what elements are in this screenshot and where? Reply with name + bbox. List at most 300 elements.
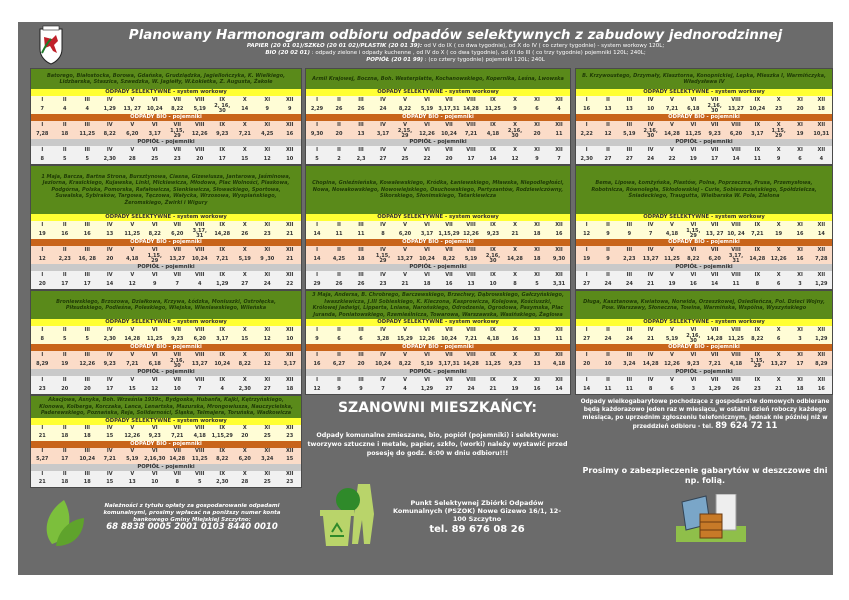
month-label: IX — [490, 377, 496, 383]
month-label: VI — [690, 352, 697, 358]
pickup-dates: 10,24 — [419, 255, 435, 262]
month-label: XI — [264, 97, 271, 103]
pickup-dates: 21 — [286, 230, 294, 237]
month-label: III — [84, 327, 91, 333]
pickup-dates: 13 — [533, 360, 541, 367]
month-row — [31, 376, 301, 384]
month-label: VII — [445, 272, 453, 278]
month-label: VI — [424, 352, 430, 358]
month-label: XII — [817, 147, 826, 153]
month-label: II — [62, 352, 67, 358]
month-label: VI — [424, 377, 430, 383]
month-label: I — [41, 471, 44, 478]
pickup-dates: 8,22 — [238, 360, 251, 367]
month-label: VIII — [195, 122, 205, 128]
pickup-dates: 11 — [555, 130, 563, 137]
month-label: I — [41, 122, 44, 128]
pickup-dates: 2,16, 30 — [707, 103, 722, 114]
month-label: IV — [647, 327, 654, 333]
month-label: VII — [710, 122, 719, 128]
month-label: III — [358, 352, 364, 358]
month-label: V — [130, 97, 135, 103]
month-label: XI — [264, 471, 271, 478]
pickup-dates: 2,30 — [580, 155, 593, 162]
month-label: II — [337, 352, 341, 358]
pickup-dates: 4 — [85, 105, 89, 112]
pickup-dates: 9,23 — [708, 130, 721, 137]
pickup-dates: 19 — [583, 255, 591, 262]
pickup-dates: 10,24 — [375, 360, 391, 367]
month-label: I — [585, 327, 588, 333]
month-label: VI — [690, 147, 697, 153]
bio-dates-row — [576, 254, 832, 264]
pickup-dates: 11 — [625, 385, 633, 392]
pickup-dates: 25 — [151, 155, 159, 162]
pickup-dates: 23 — [173, 155, 181, 162]
pickup-dates: 5,19 — [464, 255, 478, 262]
month-label: VII — [173, 327, 182, 333]
month-label: IX — [490, 97, 496, 103]
pickup-dates: 1,15, 29 — [375, 253, 391, 264]
month-label: VII — [173, 147, 182, 153]
pickup-dates: 6,18 — [148, 360, 161, 367]
month-row — [306, 376, 570, 384]
bio-dates-row — [576, 359, 832, 369]
pickup-dates: 7,21 — [751, 230, 764, 237]
pickup-dates: 10,24 — [441, 130, 457, 137]
pickup-dates: 21 — [511, 230, 519, 237]
pickup-dates: 17 — [218, 155, 226, 162]
pickup-dates: 5,19 — [623, 130, 636, 137]
street-list: 3 Maja, Andersa, B. Chrobrego, Barczewskiego, Brzechwy, Dąbrowskiego, Gałczyńskiego, Iwaszkiewicza, J.III Sobieskiego, K. Kleczona, Kasprowicza, Kolejowa, Kościuszki, Królowej Jadwigi, Lipperta, Lniana, Narońskiego, Odrodzenia, Ogrodowa, Pasymska, Plac Juranda, Poniatowskiego, Rzemieślnicza, Towarowa, Warszawska, Wasińskiego, Żaglowa — [312, 292, 564, 318]
month-label: III — [84, 222, 91, 228]
pickup-dates: 13 — [533, 335, 541, 342]
month-label: IX — [219, 97, 226, 103]
month-label: XII — [555, 247, 563, 253]
pickup-dates: 12,26 — [770, 255, 787, 262]
bio-section-header: ODPADY BIO - pojemniki — [31, 441, 301, 448]
pickup-dates: 4,18 — [126, 255, 139, 262]
pickup-dates: 4,25 — [332, 255, 346, 262]
month-label: X — [242, 247, 247, 253]
month-label: I — [585, 97, 588, 103]
pickup-dates: 3,17 — [283, 360, 296, 367]
month-label: XII — [555, 97, 563, 103]
month-label: II — [606, 377, 610, 383]
month-label: IV — [647, 247, 654, 253]
month-label: II — [62, 471, 67, 478]
pickup-dates: 4,18 — [193, 432, 206, 439]
pickup-dates: 2,30 — [103, 155, 116, 162]
pickup-dates: 23 — [38, 385, 46, 392]
pickup-dates: 24 — [625, 280, 633, 287]
sel-section-header: ODPADY SELEKTYWNE - system workowy — [576, 214, 832, 221]
month-row — [306, 221, 570, 229]
month-label: X — [776, 272, 781, 278]
pickup-dates: 17 — [83, 280, 91, 287]
month-label: IX — [219, 448, 226, 455]
pickup-dates: 10,24 — [191, 255, 208, 262]
month-row — [31, 471, 301, 478]
month-label: I — [316, 247, 318, 253]
pickup-dates: 9,23 — [508, 360, 522, 367]
sel-dates-row — [576, 229, 832, 239]
pickup-dates: 23 — [263, 230, 271, 237]
month-label: VIII — [731, 327, 741, 333]
month-label: II — [337, 247, 341, 253]
pickup-dates: 5 — [85, 335, 89, 342]
pickup-dates: 13,27 — [397, 255, 413, 262]
month-label: X — [242, 425, 247, 432]
pop-dates-row — [576, 384, 832, 394]
bio-section-header: ODPADY BIO - pojemniki — [306, 239, 570, 246]
sel-section-header: ODPADY SELEKTYWNE - system workowy — [576, 319, 832, 326]
month-row — [31, 146, 301, 154]
pickup-dates: 11,25 — [685, 130, 702, 137]
month-label: IV — [380, 377, 386, 383]
month-label: III — [358, 122, 364, 128]
pickup-dates: 4,25 — [261, 130, 274, 137]
month-label: XII — [285, 377, 294, 383]
month-label: XII — [285, 272, 294, 278]
month-label: XI — [534, 352, 540, 358]
month-label: I — [316, 147, 318, 153]
pickup-dates: 27 — [241, 280, 249, 287]
month-label: VIII — [731, 147, 741, 153]
pickup-dates: 11,25 — [191, 455, 208, 462]
month-label: IX — [754, 147, 761, 153]
month-label: IX — [490, 272, 496, 278]
month-label: VII — [173, 247, 182, 253]
pickup-dates: 8 — [648, 385, 653, 392]
month-label: VIII — [731, 247, 741, 253]
month-row — [576, 246, 832, 254]
month-label: III — [358, 222, 364, 228]
month-label: XI — [797, 147, 803, 153]
pickup-dates: 16 — [796, 230, 804, 237]
pickup-dates: 11 — [753, 155, 761, 162]
pickup-dates: 6,18 — [687, 105, 700, 112]
pickup-dates: 7,21 — [238, 130, 251, 137]
leaf-logo-icon — [40, 498, 88, 548]
pickup-dates: 12,26 — [124, 432, 141, 439]
pickup-dates: 28 — [128, 155, 136, 162]
pickup-dates: 15 — [128, 385, 136, 392]
pickup-dates: 11,25 — [485, 105, 501, 112]
month-label: V — [403, 122, 407, 128]
month-label: X — [776, 352, 781, 358]
month-label: VII — [445, 122, 453, 128]
pickup-dates: 10,24 — [146, 105, 163, 112]
pickup-dates: 1,29 — [708, 385, 721, 392]
month-label: VII — [445, 377, 453, 383]
month-label: XI — [534, 97, 540, 103]
pickup-dates: 2,3 — [356, 155, 366, 162]
month-label: VI — [151, 448, 158, 455]
pickup-dates: 25 — [263, 479, 271, 486]
month-label: IX — [490, 352, 496, 358]
month-label: II — [606, 147, 610, 153]
month-label: II — [337, 122, 341, 128]
pickup-dates: 8,22 — [171, 105, 184, 112]
pickup-dates: 8,22 — [148, 230, 161, 237]
pickup-dates: 19 — [38, 230, 46, 237]
month-label: II — [337, 222, 341, 228]
pickup-dates: 8,22 — [398, 105, 412, 112]
month-label: IV — [647, 272, 654, 278]
month-label: I — [41, 97, 44, 103]
pickup-dates: 16 — [583, 105, 591, 112]
pickup-dates: 13 — [625, 105, 633, 112]
pickup-dates: 1,29 — [420, 385, 434, 392]
pop-section-header: POPIÓŁ - pojemniki — [31, 369, 301, 376]
bio-dates-row — [31, 455, 301, 464]
pickup-dates: 4,18 — [486, 335, 500, 342]
bio-section-header: ODPADY BIO - pojemniki — [576, 344, 832, 351]
month-label: IX — [754, 272, 761, 278]
pickup-dates: 12 — [313, 385, 321, 392]
month-label: VI — [690, 222, 697, 228]
month-label: IV — [380, 122, 386, 128]
pickup-dates: 18 — [83, 479, 91, 486]
pickup-dates: 11,25 — [664, 255, 680, 262]
pickup-dates: 10 — [647, 105, 655, 112]
pickup-dates: 18 — [61, 130, 69, 137]
pickup-dates: 9,23 — [486, 230, 500, 237]
pickup-dates: 21 — [401, 280, 409, 287]
month-label: XI — [534, 147, 540, 153]
furniture-icon — [676, 494, 746, 542]
pickup-dates: 3,17 — [376, 130, 390, 137]
month-label: II — [62, 327, 67, 333]
month-label: VIII — [195, 247, 205, 253]
month-row — [576, 146, 832, 154]
pickup-dates: 10 — [173, 385, 181, 392]
month-label: XI — [534, 377, 540, 383]
month-label: VIII — [195, 222, 205, 228]
pickup-dates: 2,15, 29 — [397, 128, 413, 139]
month-label: IX — [219, 222, 226, 228]
pickup-dates: 12,26 — [191, 130, 208, 137]
pickup-dates: 8,22 — [398, 360, 412, 367]
month-label: III — [626, 352, 633, 358]
pickup-dates: 2,30 — [238, 385, 251, 392]
month-label: IX — [754, 377, 761, 383]
pickup-dates: 6 — [776, 280, 781, 287]
month-label: V — [403, 272, 407, 278]
month-label: XII — [817, 122, 826, 128]
month-label: IX — [219, 425, 226, 432]
pickup-dates: 14,28 — [169, 455, 186, 462]
pickup-dates: 3 — [798, 335, 802, 342]
pickup-dates: 3,24 — [261, 455, 274, 462]
month-label: VII — [710, 272, 719, 278]
month-label: VII — [173, 471, 182, 478]
street-list: Batorego, Białostocka, Borowa, Gdańska, Grudziądzka, Jagiellończyka, K. Wielkiego, Lidzbarska, Staszica, Szwedzka, W. Jagiełły, W.Łokietka, Z. Augusta, Żakole — [46, 72, 286, 85]
month-label: III — [626, 147, 633, 153]
schedule-block — [575, 68, 833, 165]
month-label: III — [358, 247, 364, 253]
month-label: IV — [106, 272, 113, 278]
pickup-dates: 3,31 — [552, 280, 566, 287]
pickup-dates: 2,23 — [623, 255, 636, 262]
month-label: V — [403, 147, 407, 153]
month-label: I — [316, 97, 318, 103]
pickup-dates: 3,24 — [623, 360, 636, 367]
month-label: II — [606, 352, 610, 358]
pszok-address: Punkt Selektywnej Zbiórki Odpadów Komunalnych (PSZOK) Nowe Gizewo 16/1, 12-100 Szczytno — [392, 499, 562, 523]
month-label: II — [62, 222, 67, 228]
month-label: V — [130, 272, 135, 278]
pickup-dates: 6 — [776, 335, 781, 342]
month-row — [31, 425, 301, 432]
month-label: XII — [817, 352, 826, 358]
pickup-dates: 12 — [604, 130, 612, 137]
pickup-dates: 7,21 — [708, 360, 721, 367]
month-label: IV — [647, 352, 654, 358]
pickup-dates: 8 — [513, 280, 517, 287]
month-label: VII — [445, 327, 453, 333]
month-label: VIII — [731, 122, 741, 128]
month-label: X — [776, 247, 781, 253]
pop-section-header: POPIÓŁ - pojemniki — [576, 369, 832, 376]
month-label: VI — [424, 272, 430, 278]
pickup-dates: 9 — [606, 230, 610, 237]
month-label: V — [403, 377, 407, 383]
month-label: II — [62, 448, 67, 455]
pickup-dates: 17 — [106, 385, 114, 392]
pickup-dates: 6 — [798, 155, 802, 162]
month-label: I — [585, 247, 588, 253]
sel-section-header: ODPADY SELEKTYWNE - system workowy — [31, 214, 301, 221]
pickup-dates: 25 — [263, 432, 271, 439]
street-list: Długa, Kasztanowa, Kwiatowa, Norwida, Orzeszkowej, Osiedleńcza, Pol. Dzieci Wojny, Pow. Warszawy, Słoneczna, Towina, Warmińska, Wspólna, Wyszyńskiego — [583, 298, 825, 311]
month-label: VIII — [466, 247, 476, 253]
pickup-dates: 10,24 — [749, 105, 766, 112]
pickup-dates: 24 — [604, 335, 612, 342]
month-row — [576, 221, 832, 229]
pickup-dates: 2 — [337, 155, 341, 162]
month-row — [576, 326, 832, 334]
pickup-dates: 5,27 — [36, 455, 49, 462]
pickup-dates: 13, 27 — [123, 105, 142, 112]
protect-notice: Prosimy o zabezpieczenie gabarytów w deszczowe dni np. folią. — [582, 466, 828, 485]
pickup-dates: 26 — [335, 105, 343, 112]
pickup-dates: 20 — [357, 360, 365, 367]
header-line-paper — [18, 43, 833, 50]
schedule-block — [575, 165, 833, 290]
pickup-dates: 16 — [83, 230, 91, 237]
sel-section-header: ODPADY SELEKTYWNE - system workowy — [306, 89, 570, 96]
pickup-dates: 5,19 — [126, 455, 139, 462]
pickup-dates: 20 — [583, 360, 591, 367]
month-label: VIII — [466, 352, 476, 358]
pickup-dates: 6,20 — [171, 230, 184, 237]
pickup-dates: 23 — [775, 105, 783, 112]
putout-notice: Odpady komunalne zmieszane, bio, popiół (pojemniki) i selektywne: tworzywo sztuczne i metale, papier, szkło, (worki) należy wystawić przed posesję do godz. 6:00 w dniu odbioru!!! — [307, 432, 568, 457]
pickup-dates: 18 — [61, 479, 69, 486]
schedule-block — [305, 165, 571, 290]
month-label: V — [670, 377, 674, 383]
pickup-dates: 20 — [83, 385, 91, 392]
pickup-dates: 1,15, 29 — [147, 253, 162, 264]
pickup-dates: 27 — [583, 335, 591, 342]
street-list: B. Krzywoustego, Drzymały, Klasztorna, Konopnickiej, Lepka, Mieszka I, Warmińczyka, Władysława IV — [582, 72, 826, 85]
header — [18, 22, 833, 68]
month-label: XI — [264, 222, 271, 228]
pickup-dates: 26 — [732, 385, 740, 392]
month-label: IV — [380, 327, 386, 333]
bulky-phone: 89 624 72 11 — [715, 421, 778, 431]
pickup-dates: 9 — [288, 105, 292, 112]
month-label: III — [626, 377, 633, 383]
month-label: XI — [797, 122, 803, 128]
pickup-dates: 7 — [40, 105, 44, 112]
month-label: IV — [106, 425, 113, 432]
month-label: XI — [534, 272, 540, 278]
month-label: III — [84, 377, 91, 383]
month-label: VI — [690, 247, 697, 253]
month-label: XI — [264, 272, 271, 278]
month-label: V — [403, 327, 407, 333]
pickup-dates: 16 — [796, 255, 804, 262]
pickup-dates: 6,27 — [332, 360, 346, 367]
month-label: VII — [710, 147, 719, 153]
month-label: II — [337, 147, 341, 153]
pickup-dates: 13 — [128, 479, 136, 486]
month-label: V — [130, 247, 135, 253]
pop-dates-row — [31, 279, 301, 289]
sel-dates-row — [576, 334, 832, 344]
pickup-dates: 2,16, 30 — [686, 333, 701, 344]
month-label: V — [403, 97, 407, 103]
month-label: V — [130, 425, 135, 432]
pickup-dates: 11 — [732, 280, 740, 287]
pickup-dates: 27 — [379, 155, 387, 162]
month-label: V — [670, 147, 674, 153]
paper-label: PAPIER (20 01 01)/SZKŁO (20 01 02)/PLASTIK (20 01 39): — [246, 43, 423, 49]
month-label: I — [41, 272, 44, 278]
bio-section-header: ODPADY BIO - pojemniki — [576, 114, 832, 121]
month-label: VI — [151, 97, 158, 103]
pickup-dates: 14 — [489, 155, 497, 162]
pickup-dates: 5 — [63, 335, 67, 342]
pickup-dates: 16 — [61, 230, 69, 237]
pickup-dates: 7 — [648, 230, 653, 237]
month-label: XII — [285, 122, 294, 128]
pickup-dates: 21 — [775, 385, 783, 392]
pickup-dates: 3,28 — [376, 335, 390, 342]
bio-dates-row — [31, 359, 301, 369]
month-label: IX — [754, 97, 761, 103]
pickup-dates: 13, 27 — [705, 230, 724, 237]
month-label: II — [62, 147, 67, 153]
pickup-dates: 27 — [604, 155, 612, 162]
pickup-dates: 18 — [83, 432, 91, 439]
schedule-block — [305, 68, 571, 165]
month-label: X — [242, 122, 247, 128]
month-label: VII — [710, 327, 719, 333]
month-label: IV — [647, 147, 654, 153]
pickup-dates: 26 — [357, 105, 365, 112]
pickup-dates: 22 — [423, 155, 431, 162]
pickup-dates: 12 — [263, 360, 271, 367]
month-label: I — [585, 222, 588, 228]
sel-dates-row — [31, 229, 301, 239]
pickup-dates: 14 — [241, 105, 249, 112]
pickup-dates: 8,22 — [216, 455, 229, 462]
month-label: V — [130, 352, 135, 358]
